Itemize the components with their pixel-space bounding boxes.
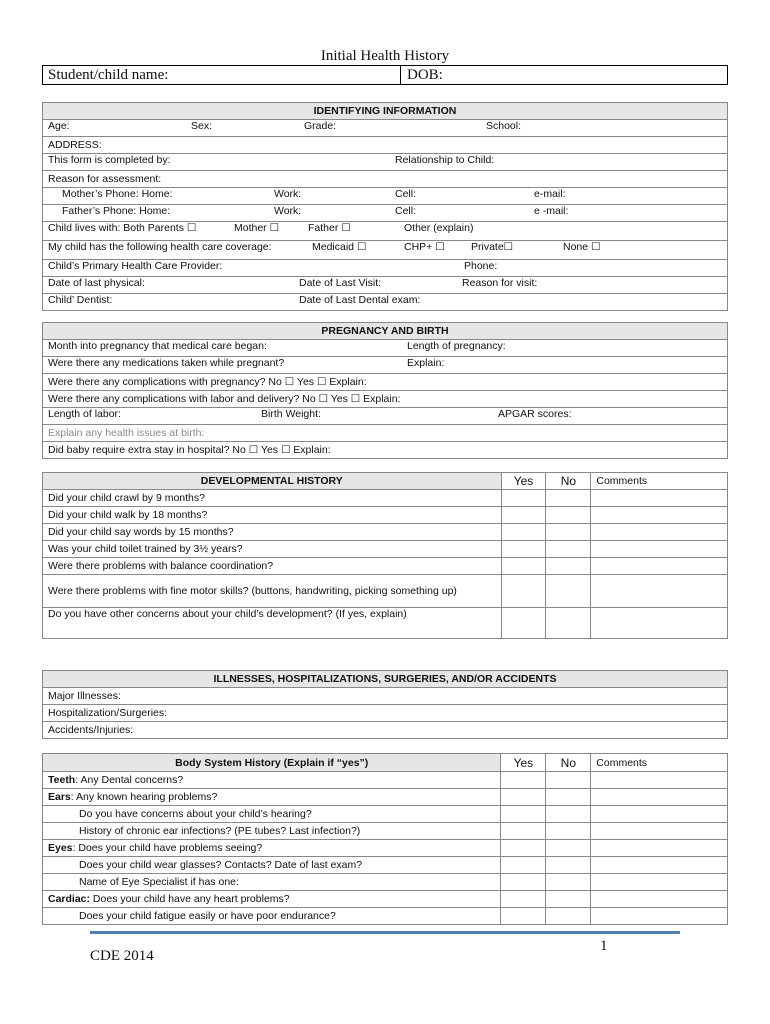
medications-label: Were there any medications taken while pregnant?	[48, 357, 285, 369]
student-name-label[interactable]: Student/child name:	[43, 66, 401, 84]
cardiac-fatigue-row: Does your child fatigue easily or have poor endurance?	[43, 908, 501, 925]
birth-weight-label: Birth Weight:	[261, 408, 321, 420]
body-comments-cell[interactable]	[591, 789, 728, 806]
lives-with-both-checkbox[interactable]: Child lives with: Both Parents ☐	[48, 222, 197, 234]
hospitalization-row[interactable]: Hospitalization/Surgeries:	[43, 705, 728, 722]
ears-question: : Any known hearing problems?	[70, 791, 218, 803]
body-yes-cell[interactable]	[501, 772, 546, 789]
body-no-cell[interactable]	[546, 806, 591, 823]
reason-visit-label: Reason for visit:	[462, 277, 538, 289]
body-no-cell[interactable]	[546, 789, 591, 806]
coverage-label: My child has the following health care coverage:	[48, 241, 272, 253]
last-physical-label: Date of last physical:	[48, 277, 145, 289]
private-checkbox[interactable]: Private☐	[471, 241, 514, 253]
identifying-table	[42, 102, 728, 311]
dev-comments-cell[interactable]	[591, 490, 728, 507]
body-yes-cell[interactable]	[501, 823, 546, 840]
dev-row-balance: Were there problems with balance coordination?	[43, 558, 502, 575]
body-comments-cell[interactable]	[591, 806, 728, 823]
dentist-label: Child’ Dentist:	[48, 294, 113, 306]
teeth-question: : Any Dental concerns?	[75, 774, 184, 786]
apgar-label: APGAR scores:	[498, 408, 572, 420]
dev-comments-cell[interactable]	[591, 575, 728, 608]
ears-hearing-row: Do you have concerns about your child’s hearing?	[43, 806, 501, 823]
teeth-label: Teeth	[48, 774, 76, 786]
developmental-table	[42, 472, 728, 639]
body-comments-cell[interactable]	[591, 823, 728, 840]
accidents-row[interactable]: Accidents/Injuries:	[43, 722, 728, 739]
dev-yes-cell[interactable]	[501, 490, 546, 507]
dev-yes-cell[interactable]	[501, 507, 546, 524]
school-label: School:	[486, 120, 522, 132]
teeth-row	[43, 772, 501, 789]
cardiac-row	[43, 891, 501, 908]
complications-pregnancy-row[interactable]: Were there any complications with pregnancy? No ☐ Yes ☐ Explain:	[43, 374, 728, 391]
physical-row[interactable]	[43, 277, 728, 294]
dev-yes-cell[interactable]	[501, 575, 546, 608]
age-label: Age:	[48, 120, 70, 132]
dev-comments-cell[interactable]	[591, 558, 728, 575]
eyes-question: : Does your child have problems seeing?	[72, 842, 263, 854]
dev-comments-cell[interactable]	[591, 541, 728, 558]
dev-yes-cell[interactable]	[501, 541, 546, 558]
health-issues-row[interactable]: Explain any health issues at birth:	[43, 425, 728, 442]
dev-row-toilet: Was your child toilet trained by 3½ years?	[43, 541, 502, 558]
developmental-header: DEVELOPMENTAL HISTORY	[43, 473, 502, 490]
pregnancy-table	[42, 322, 728, 459]
dev-row-words: Did your child say words by 15 months?	[43, 524, 502, 541]
lives-with-mother-checkbox[interactable]: Mother ☐	[234, 222, 280, 234]
illnesses-table	[42, 670, 728, 739]
body-no-header: No	[546, 754, 591, 772]
last-visit-label: Date of Last Visit:	[299, 277, 382, 289]
eyes-row	[43, 840, 501, 857]
body-yes-header: Yes	[501, 754, 546, 772]
dev-comments-cell[interactable]	[591, 608, 728, 639]
coverage-row[interactable]	[43, 241, 728, 260]
mother-phone-row[interactable]	[43, 188, 728, 205]
eyes-label: Eyes	[48, 842, 73, 854]
lives-with-father-checkbox[interactable]: Father ☐	[308, 222, 351, 234]
page-title: Initial Health History	[320, 48, 450, 64]
dev-row-crawl: Did your child crawl by 9 months?	[43, 490, 502, 507]
none-checkbox[interactable]: None ☐	[563, 241, 601, 253]
address-row[interactable]: ADDRESS:	[43, 137, 728, 154]
dentist-row[interactable]	[43, 294, 728, 311]
mother-work-label: Work:	[274, 188, 302, 200]
completed-by-label: This form is completed by:	[48, 154, 171, 166]
body-comments-cell[interactable]	[591, 772, 728, 789]
body-system-header: Body System History (Explain if “yes”)	[43, 754, 501, 772]
father-email-label: e -mail:	[534, 205, 569, 217]
major-illnesses-row[interactable]: Major Illnesses:	[43, 688, 728, 705]
body-no-cell[interactable]	[546, 857, 591, 874]
body-no-cell[interactable]	[546, 874, 591, 891]
dev-no-cell[interactable]	[546, 490, 591, 507]
mother-email-label: e-mail:	[534, 188, 566, 200]
mother-phone-label: Mother’s Phone: Home:	[62, 188, 173, 200]
dev-no-cell[interactable]	[546, 507, 591, 524]
body-yes-cell[interactable]	[501, 908, 546, 925]
medications-row[interactable]	[43, 357, 728, 374]
dev-yes-header: Yes	[501, 473, 546, 490]
footer-label: CDE 2014	[90, 948, 154, 964]
dev-no-cell[interactable]	[546, 575, 591, 608]
completed-by-row[interactable]	[43, 154, 728, 171]
body-yes-cell[interactable]	[501, 789, 546, 806]
labor-row[interactable]	[43, 408, 728, 425]
dev-row-fine-motor: Were there problems with fine motor skills? (buttons, handwriting, picking something up)	[43, 575, 502, 608]
dob-label[interactable]: DOB:	[407, 67, 443, 83]
body-yes-cell[interactable]	[501, 874, 546, 891]
body-comments-cell[interactable]	[591, 908, 728, 925]
body-no-cell[interactable]	[546, 823, 591, 840]
ears-row	[43, 789, 501, 806]
dev-comments-header: Comments	[591, 473, 728, 490]
length-pregnancy-label: Length of pregnancy:	[407, 340, 506, 352]
last-dental-label: Date of Last Dental exam:	[299, 294, 421, 306]
mother-cell-label: Cell:	[395, 188, 417, 200]
identifying-header: IDENTIFYING INFORMATION	[43, 103, 728, 120]
chp-checkbox[interactable]: CHP+ ☐	[404, 241, 445, 253]
reason-row[interactable]: Reason for assessment:	[43, 171, 728, 188]
body-yes-cell[interactable]	[501, 891, 546, 908]
footer-rule	[90, 931, 680, 934]
eyes-specialist-row: Name of Eye Specialist if has one:	[43, 874, 501, 891]
length-labor-label: Length of labor:	[48, 408, 121, 420]
body-no-cell[interactable]	[546, 840, 591, 857]
dev-no-cell[interactable]	[546, 608, 591, 639]
body-no-cell[interactable]	[546, 891, 591, 908]
extra-stay-row[interactable]: Did baby require extra stay in hospital? No ☐ Yes ☐ Explain:	[43, 442, 728, 459]
father-phone-row[interactable]	[43, 205, 728, 222]
medicaid-checkbox[interactable]: Medicaid ☐	[312, 241, 367, 253]
body-comments-cell[interactable]	[591, 891, 728, 908]
complications-labor-row[interactable]: Were there any complications with labor and delivery? No ☐ Yes ☐ Explain:	[43, 391, 728, 408]
lives-with-other-label[interactable]: Other (explain)	[404, 222, 474, 234]
medications-explain-label: Explain:	[407, 357, 445, 369]
dev-no-cell[interactable]	[546, 558, 591, 575]
provider-label: Child’s Primary Health Care Provider:	[48, 260, 223, 272]
dev-yes-cell[interactable]	[501, 608, 546, 639]
dev-row-concerns: Do you have other concerns about your child’s development? (If yes, explain)	[43, 608, 502, 639]
dev-row-walk: Did your child walk by 18 months?	[43, 507, 502, 524]
page-number: 1	[600, 938, 608, 954]
age-row[interactable]	[43, 120, 728, 137]
dev-comments-cell[interactable]	[591, 524, 728, 541]
body-no-cell[interactable]	[546, 772, 591, 789]
month-care-row[interactable]	[43, 340, 728, 357]
dev-no-cell[interactable]	[546, 541, 591, 558]
cardiac-question: Does your child have any heart problems?	[90, 893, 290, 905]
eyes-glasses-row: Does your child wear glasses? Contacts? Date of last exam?	[43, 857, 501, 874]
father-work-label: Work:	[274, 205, 302, 217]
body-comments-cell[interactable]	[591, 840, 728, 857]
father-phone-label: Father’s Phone: Home:	[62, 205, 171, 217]
ears-infection-row: History of chronic ear infections? (PE tubes? Last infection?)	[43, 823, 501, 840]
sex-label: Sex:	[191, 120, 213, 132]
body-no-cell[interactable]	[546, 908, 591, 925]
month-care-label: Month into pregnancy that medical care began:	[48, 340, 267, 352]
grade-label: Grade:	[304, 120, 337, 132]
provider-phone-label: Phone:	[464, 260, 498, 272]
dev-no-cell[interactable]	[546, 524, 591, 541]
dev-no-header: No	[546, 473, 591, 490]
dev-comments-cell[interactable]	[591, 507, 728, 524]
father-cell-label: Cell:	[395, 205, 417, 217]
body-yes-cell[interactable]	[501, 857, 546, 874]
body-comments-cell[interactable]	[591, 874, 728, 891]
dev-yes-cell[interactable]	[501, 558, 546, 575]
illnesses-header: ILLNESSES, HOSPITALIZATIONS, SURGERIES, AND/OR ACCIDENTS	[43, 671, 728, 688]
lives-with-row[interactable]	[43, 222, 728, 241]
student-name-box	[42, 65, 728, 85]
dev-yes-cell[interactable]	[501, 524, 546, 541]
body-yes-cell[interactable]	[501, 840, 546, 857]
pregnancy-header: PREGNANCY AND BIRTH	[43, 323, 728, 340]
ears-label: Ears	[48, 791, 71, 803]
body-comments-cell[interactable]	[591, 857, 728, 874]
provider-row[interactable]	[43, 260, 728, 277]
relationship-label: Relationship to Child:	[395, 154, 495, 166]
body-comments-header: Comments	[591, 754, 728, 772]
body-yes-cell[interactable]	[501, 806, 546, 823]
cardiac-label: Cardiac:	[48, 893, 91, 905]
body-system-table	[42, 753, 728, 925]
